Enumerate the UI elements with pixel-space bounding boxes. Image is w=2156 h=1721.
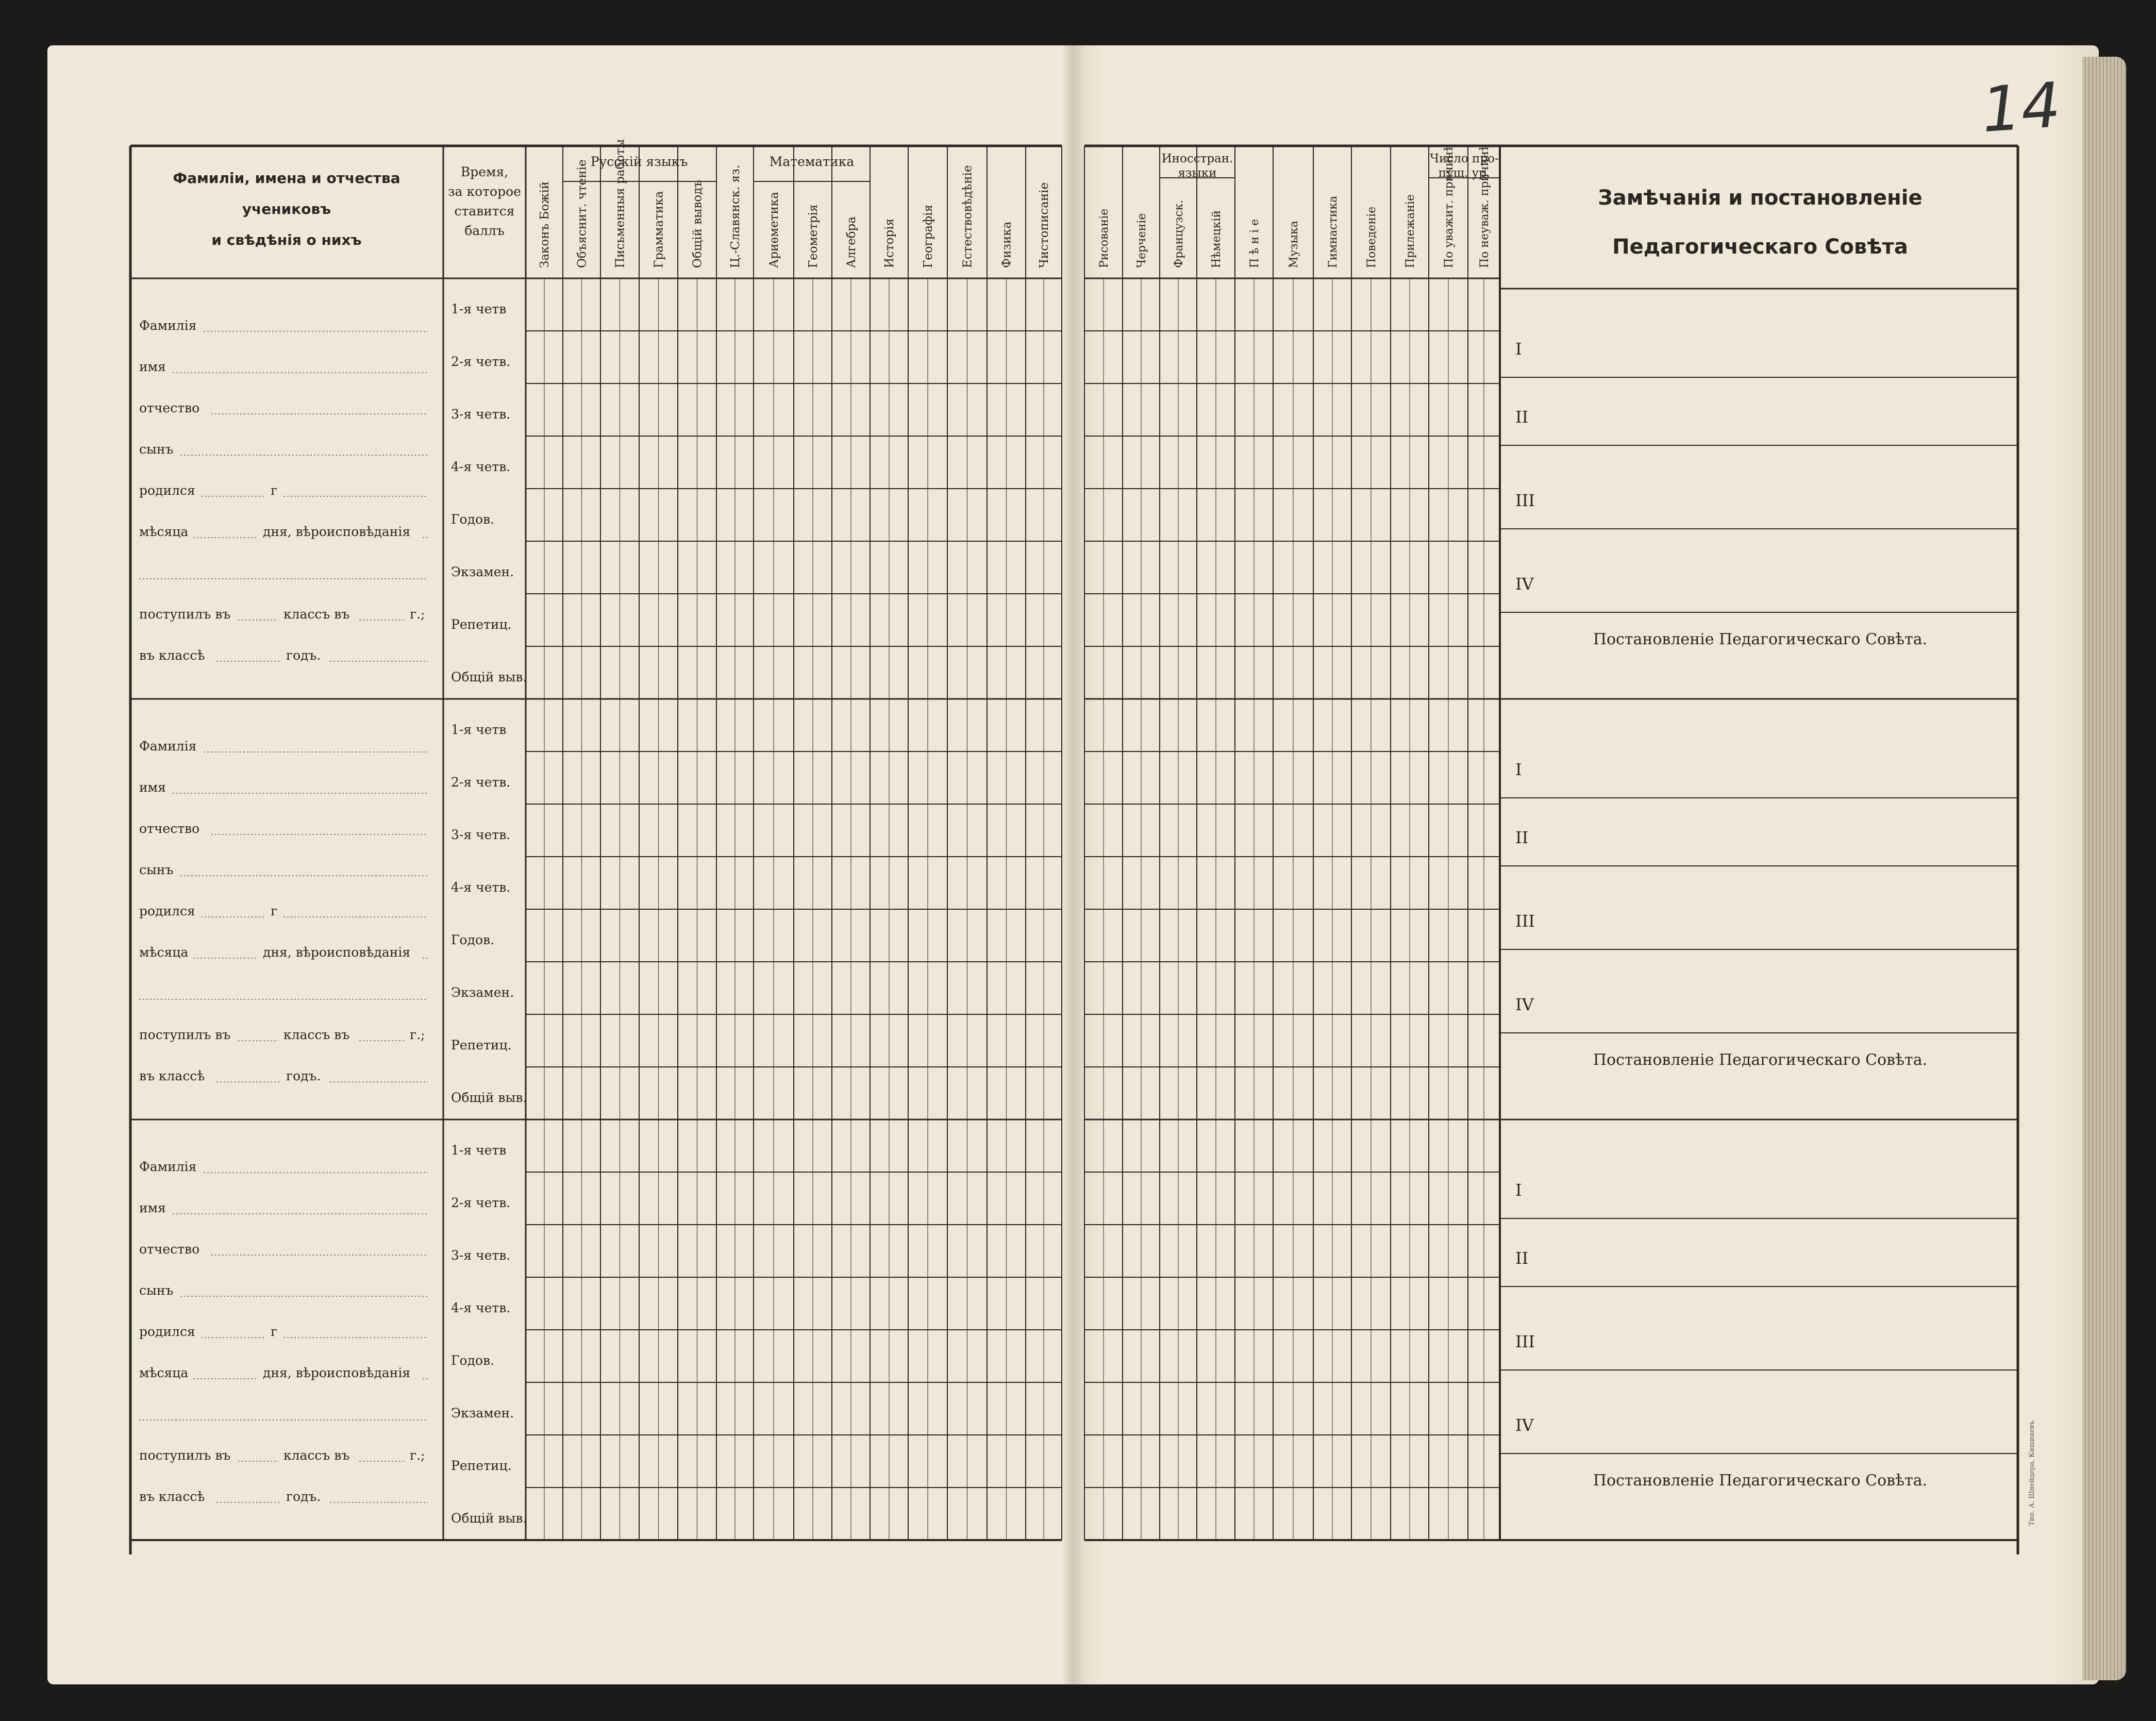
student-field-label: въ классѣ bbox=[139, 1068, 205, 1083]
student-field-label: дня, вѣроисповѣданія bbox=[263, 1365, 411, 1380]
period-label: 1-я четв bbox=[451, 722, 507, 737]
time-col-header: ставится bbox=[454, 204, 515, 219]
period-label: 4-я четв. bbox=[451, 1300, 511, 1315]
time-col-header: баллъ bbox=[464, 223, 505, 238]
quarter-label: III bbox=[1515, 911, 1535, 931]
council-decision-label: Постановленіе Педагогическаго Совѣта. bbox=[1593, 1472, 1928, 1490]
subject-header: Общій выводъ bbox=[691, 180, 705, 268]
period-label: Годов. bbox=[451, 512, 495, 527]
quarter-label: III bbox=[1515, 491, 1535, 510]
student-field-label: мѣсяца bbox=[139, 1365, 189, 1380]
subject-header-right: По уважит. причинѣ bbox=[1443, 144, 1456, 268]
student-field-label: г bbox=[271, 483, 278, 498]
time-col-header: за которое bbox=[448, 184, 521, 199]
period-label: Общій выв. bbox=[451, 1090, 527, 1105]
foreign-group-label: языки bbox=[1178, 166, 1217, 180]
period-label: 1-я четв bbox=[451, 1143, 507, 1158]
student-field-label: имя bbox=[139, 780, 166, 795]
absence-group-label: Число про- bbox=[1430, 152, 1499, 165]
period-label: 3-я четв. bbox=[451, 827, 511, 842]
subject-header-right: Рисованіе bbox=[1098, 208, 1111, 268]
period-label: Репетиц. bbox=[451, 1038, 512, 1052]
quarter-label: II bbox=[1515, 407, 1529, 427]
student-field-label: поступилъ въ bbox=[139, 607, 231, 622]
quarter-label: I bbox=[1515, 760, 1522, 779]
subject-header: Геометрія bbox=[807, 204, 820, 268]
period-label: 3-я четв. bbox=[451, 1248, 511, 1263]
remarks-title: Педагогическаго Совѣта bbox=[1612, 235, 1908, 259]
subject-header: Исторія bbox=[883, 218, 896, 268]
period-label: 2-я четв. bbox=[451, 1195, 511, 1210]
student-field-label: Фамилія bbox=[139, 1159, 197, 1174]
quarter-label: III bbox=[1515, 1332, 1535, 1351]
subject-header: Объяснит. чтеніе bbox=[575, 159, 589, 268]
subject-header: Физика bbox=[1000, 221, 1014, 268]
student-field-label: отчество bbox=[139, 400, 200, 415]
student-field-label: годъ. bbox=[286, 1489, 321, 1504]
period-label: Годов. bbox=[451, 1353, 495, 1368]
period-label: Экзамен. bbox=[451, 985, 514, 1000]
student-field-label: имя bbox=[139, 359, 166, 374]
student-field-label: поступилъ въ bbox=[139, 1027, 231, 1042]
math-group-label: Математика bbox=[769, 154, 855, 169]
student-field-label: поступилъ въ bbox=[139, 1448, 231, 1463]
student-field-label: г bbox=[271, 1324, 278, 1339]
student-field-label: дня, вѣроисповѣданія bbox=[263, 524, 411, 539]
absence-group-label: пущ. ур. bbox=[1438, 166, 1491, 180]
quarter-label: I bbox=[1515, 1180, 1522, 1200]
period-label: Общій выв. bbox=[451, 1511, 527, 1526]
subject-header: Чистописаніе bbox=[1038, 182, 1051, 268]
subject-header: Грамматика bbox=[652, 191, 666, 268]
period-label: 2-я четв. bbox=[451, 354, 511, 369]
subject-header-right: Прилежаніе bbox=[1404, 194, 1417, 268]
remarks-title: Замѣчанія и постановленіе bbox=[1598, 186, 1923, 210]
foreign-group-label: Иносстран. bbox=[1161, 152, 1233, 165]
council-decision-label: Постановленіе Педагогическаго Совѣта. bbox=[1593, 1051, 1928, 1069]
subject-header-right: Поведеніе bbox=[1365, 206, 1378, 268]
student-field-label: отчество bbox=[139, 1242, 200, 1257]
student-field-label: въ классѣ bbox=[139, 1489, 205, 1504]
student-field-label: сынъ bbox=[139, 442, 174, 457]
student-field-label: отчество bbox=[139, 821, 200, 836]
student-field-label: сынъ bbox=[139, 1283, 174, 1298]
subject-header-right: П ѣ н і е bbox=[1248, 219, 1261, 268]
subject-header: Ариѳметика bbox=[767, 192, 781, 268]
period-label: Годов. bbox=[451, 932, 495, 947]
council-decision-label: Постановленіе Педагогическаго Совѣта. bbox=[1593, 630, 1928, 648]
period-label: 4-я четв. bbox=[451, 459, 511, 474]
subject-header: Письменныя работы bbox=[613, 139, 627, 268]
printer-mark: Тип. А. Шнейдера, Кишиневъ bbox=[2028, 1421, 2036, 1526]
student-field-label: родился bbox=[139, 1324, 195, 1339]
period-label: 4-я четв. bbox=[451, 880, 511, 895]
subject-header-right: Музыка bbox=[1288, 221, 1300, 268]
student-field-label: классъ въ bbox=[283, 1448, 350, 1463]
student-field-label: родился bbox=[139, 904, 195, 918]
period-label: 2-я четв. bbox=[451, 775, 511, 790]
quarter-label: II bbox=[1515, 828, 1529, 847]
period-label: Экзамен. bbox=[451, 564, 514, 579]
time-col-header: Время, bbox=[460, 164, 509, 179]
subject-header-right: Гимнастика bbox=[1327, 195, 1340, 268]
quarter-label: IV bbox=[1515, 574, 1534, 594]
student-field-label: г.; bbox=[410, 1027, 425, 1042]
quarter-label: II bbox=[1515, 1248, 1529, 1268]
subject-header-right: Нѣмецкій bbox=[1210, 210, 1223, 268]
subject-header-right: Французск. bbox=[1173, 199, 1185, 268]
student-field-label: годъ. bbox=[286, 648, 321, 663]
page-number: 14 bbox=[1979, 69, 2063, 147]
name-col-header: и свѣдѣнія о нихъ bbox=[211, 231, 362, 248]
russian-group-label: Русскій языкъ bbox=[590, 154, 688, 169]
period-label: Репетиц. bbox=[451, 1458, 512, 1473]
student-field-label: сынъ bbox=[139, 862, 174, 877]
subject-header-right: По неуваж. причинѣ bbox=[1478, 144, 1491, 268]
student-field-label: годъ. bbox=[286, 1068, 321, 1083]
student-field-label: имя bbox=[139, 1200, 166, 1215]
student-field-label: г bbox=[271, 904, 278, 918]
student-field-label: въ классѣ bbox=[139, 648, 205, 663]
period-label: Репетиц. bbox=[451, 617, 512, 632]
quarter-label: IV bbox=[1515, 1415, 1534, 1435]
subject-header: Географія bbox=[922, 204, 935, 268]
student-field-label: классъ въ bbox=[283, 607, 350, 622]
student-field-label: Фамилія bbox=[139, 318, 197, 333]
period-label: 1-я четв bbox=[451, 302, 507, 316]
student-field-label: родился bbox=[139, 483, 195, 498]
student-field-label: дня, вѣроисповѣданія bbox=[263, 945, 411, 960]
student-field-label: г.; bbox=[410, 1448, 425, 1463]
student-field-label: классъ въ bbox=[283, 1027, 350, 1042]
subject-header-right: Черченіе bbox=[1135, 213, 1148, 268]
period-label: 3-я четв. bbox=[451, 407, 511, 422]
period-label: Экзамен. bbox=[451, 1406, 514, 1421]
quarter-label: I bbox=[1515, 339, 1522, 359]
name-col-header: учениковъ bbox=[242, 200, 331, 218]
subject-header: Законъ Божій bbox=[538, 181, 551, 268]
student-field-label: мѣсяца bbox=[139, 524, 189, 539]
quarter-label: IV bbox=[1515, 995, 1534, 1014]
student-field-label: г.; bbox=[410, 607, 425, 622]
name-col-header: Фамиліи, имена и отчества bbox=[173, 170, 400, 187]
subject-header: Алгебра bbox=[845, 216, 858, 268]
subject-header: Ц.-Славянск. яз. bbox=[729, 164, 742, 268]
period-label: Общій выв. bbox=[451, 670, 527, 684]
subject-header: Естествовѣдѣніе bbox=[961, 165, 975, 268]
student-field-label: мѣсяца bbox=[139, 945, 189, 960]
student-field-label: Фамилія bbox=[139, 739, 197, 754]
